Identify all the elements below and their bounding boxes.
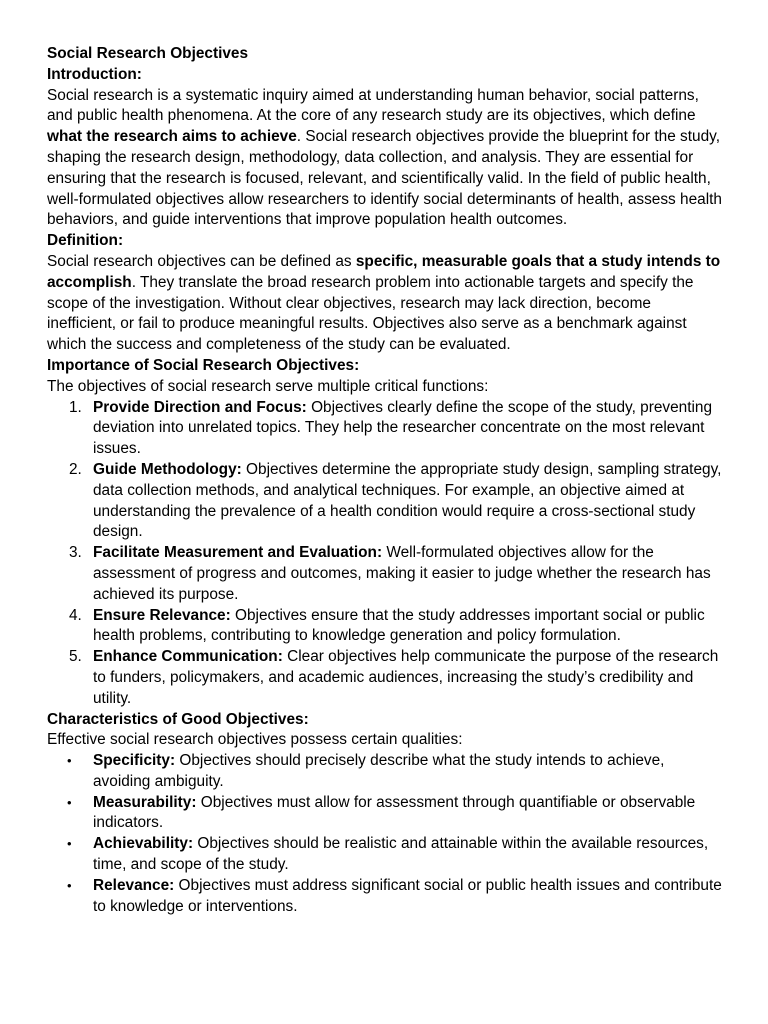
importance-lead: The objectives of social research serve multiple critical functions: bbox=[47, 377, 489, 395]
list-item bbox=[47, 606, 723, 648]
list-item-text: Well-formulated objectives allow for the assessment of progress and outcomes, making it easier to judge whether the research has achieved its purpose. bbox=[93, 544, 711, 603]
definition-heading: Definition: bbox=[47, 232, 124, 250]
list-item-term: Enhance Communication: bbox=[93, 648, 283, 666]
list-item-text: Objectives should precisely describe what the study intends to achieve, avoiding ambiguity. bbox=[93, 752, 665, 790]
list-item-term: Ensure Relevance: bbox=[93, 606, 231, 624]
importance-heading: Importance of Social Research Objectives: bbox=[47, 356, 360, 374]
list-number: 5. bbox=[69, 648, 82, 666]
intro-text-rest: . Social research objectives provide the blueprint for the study, shaping the research design, methodology, data collection, and analysis. They are essential for ensuring that the research is focused, relevant, and scientifically valid. In the field of public health, well-formulated objectives allow researchers to identify social determinants of health, assess health behaviors, and guide interventions that improve population health outcomes. bbox=[47, 128, 722, 229]
list-item-text: Objectives must allow for assessment through quantifiable or observable indicators. bbox=[93, 793, 696, 832]
definition-text: Social research objectives can be defined as bbox=[47, 252, 356, 270]
list-item-term: Facilitate Measurement and Evaluation: bbox=[93, 544, 383, 562]
list-item-term: Measurability: bbox=[93, 793, 197, 811]
bullet-icon: • bbox=[67, 877, 72, 893]
list-item-text: Objectives should be realistic and attainable within the available resources, time, and scope of the study. bbox=[93, 835, 709, 874]
list-item-text: Objectives ensure that the study addresses important social or public health problems, contributing to knowledge generation and policy formulation. bbox=[93, 606, 705, 645]
list-item bbox=[47, 751, 723, 793]
list-item-term: Provide Direction and Focus: bbox=[93, 398, 307, 416]
definition-bold-text: specific, measurable goals that a study intends to accomplish bbox=[47, 252, 721, 291]
definition-paragraph bbox=[47, 252, 723, 356]
list-number: 4. bbox=[69, 606, 82, 624]
bullet-icon: • bbox=[67, 836, 72, 852]
bullet-icon: • bbox=[67, 753, 72, 769]
intro-bold-text: what the research aims to achieve bbox=[47, 128, 297, 146]
bullet-icon: • bbox=[67, 794, 72, 810]
list-item bbox=[47, 793, 723, 835]
list-item bbox=[47, 398, 723, 460]
list-item-term: Specificity: bbox=[93, 752, 176, 770]
list-item bbox=[47, 460, 723, 543]
list-item-text: Clear objectives help communicate the purpose of the research to funders, policymakers, and academic audiences, increasing the study’s credibility and utility. bbox=[93, 648, 719, 707]
list-item-term: Guide Methodology: bbox=[93, 460, 242, 478]
characteristics-lead: Effective social research objectives possess certain qualities: bbox=[47, 731, 463, 749]
characteristics-list bbox=[47, 751, 723, 917]
list-number: 2. bbox=[69, 460, 82, 478]
list-number: 3. bbox=[69, 544, 82, 562]
list-item-term: Relevance: bbox=[93, 876, 175, 894]
list-item bbox=[47, 543, 723, 605]
intro-heading: Introduction: bbox=[47, 65, 142, 83]
intro-paragraph bbox=[47, 86, 723, 232]
list-item bbox=[47, 876, 723, 918]
characteristics-heading: Characteristics of Good Objectives: bbox=[47, 710, 309, 728]
list-item-text: Objectives determine the appropriate study design, sampling strategy, data collection methods, and analytical techniques. For example, an objective aimed at understanding the prevalence of a health condition would require a cross-sectional study design. bbox=[93, 460, 722, 541]
importance-list bbox=[47, 398, 723, 710]
definition-text-rest: . They translate the broad research problem into actionable targets and specify the scope of the investigation. Without clear objectives, research may lack direction, become inefficient, or fail to produce meaningful results. Objectives also serve as a benchmark against which the success and completeness of the study can be evaluated. bbox=[47, 273, 694, 354]
intro-text: Social research is a systematic inquiry aimed at understanding human behavior, social patterns, and public health phenomena. At the core of any research study are its objectives, which define bbox=[47, 86, 699, 125]
list-number: 1. bbox=[69, 398, 82, 416]
list-item-term: Achievability: bbox=[93, 835, 194, 853]
list-item bbox=[47, 647, 723, 709]
list-item bbox=[47, 834, 723, 876]
list-item-text: Objectives must address significant social or public health issues and contribute to knowledge or interventions. bbox=[93, 876, 722, 915]
document-page bbox=[47, 44, 723, 917]
list-item-text: Objectives clearly define the scope of the study, preventing deviation into unrelated topics. They help the researcher concentrate on the most relevant issues. bbox=[93, 398, 713, 458]
document-title: Social Research Objectives bbox=[47, 45, 249, 62]
